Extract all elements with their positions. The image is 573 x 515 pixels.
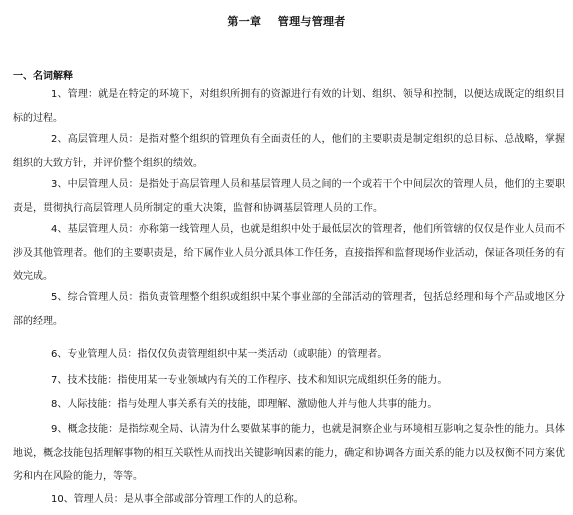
definition-technical-skill: 7、技术技能：指使用某一专业领域内有关的工作程序、技术和知识完成组织任务的能力。 (51, 375, 448, 386)
definition-human-skill: 8、人际技能：指与处理人事关系有关的技能，即理解、激励他人并与他人共事的能力。 (51, 399, 438, 410)
definition-manager: 10、管理人员：是从事全部或部分管理工作的人的总称。 (51, 494, 304, 505)
definition-functional-manager: 6、专业管理人员：指仅仅负责管理组织中某一类活动（或职能）的管理者。 (51, 349, 388, 360)
definition-middle-manager: 3、中层管理人员：是指处于高层管理人员和基层管理人员之间的一个或若干个中间层次的管理人员，他们的主要职责是，贯彻执行高层管理人员所制定的重大决策，监督和协调基层管理人员的工作。 (13, 179, 565, 214)
definition-top-manager: 2、高层管理人员：是指对整个组织的管理负有全面责任的人，他们的主要职责是制定组织的总目标、总战略，掌握组织的大致方针，并评价整个组织的绩效。 (13, 134, 565, 169)
section-heading: 一、名词解释 (13, 71, 73, 82)
definition-first-line-manager: 4、基层管理人员：亦称第一线管理人员，也就是组织中处于最低层次的管理者，他们所管辖的仅仅是作业人员而不涉及其他管理者。他们的主要职责是，给下属作业人员分派具体工作任务，直接指挥和监督现场作业活动，保证各项任务的有效完成。 (13, 224, 565, 282)
definition-general-manager: 5、综合管理人员：指负责管理整个组织或组织中某个事业部的全部活动的管理者，包括总经理和每个产品或地区分部的经理。 (13, 292, 565, 327)
definition-conceptual-skill: 9、概念技能：是指综观全局、认清为什么要做某事的能力，也就是洞察企业与环境相互影响之复杂性的能力。具体地说，概念技能包括理解事物的相互关联性从而找出关键影响因素的能力，确定和协调各方面关系的能力以及权衡不同方案优劣和内在风险的能力，等等。 (13, 424, 565, 482)
chapter-title: 第一章 管理与管理者 (227, 15, 346, 28)
definition-management: 1、管理：就是在特定的环境下，对组织所拥有的资源进行有效的计划、组织、领导和控制，以便达成既定的组织目标的过程。 (13, 89, 565, 124)
